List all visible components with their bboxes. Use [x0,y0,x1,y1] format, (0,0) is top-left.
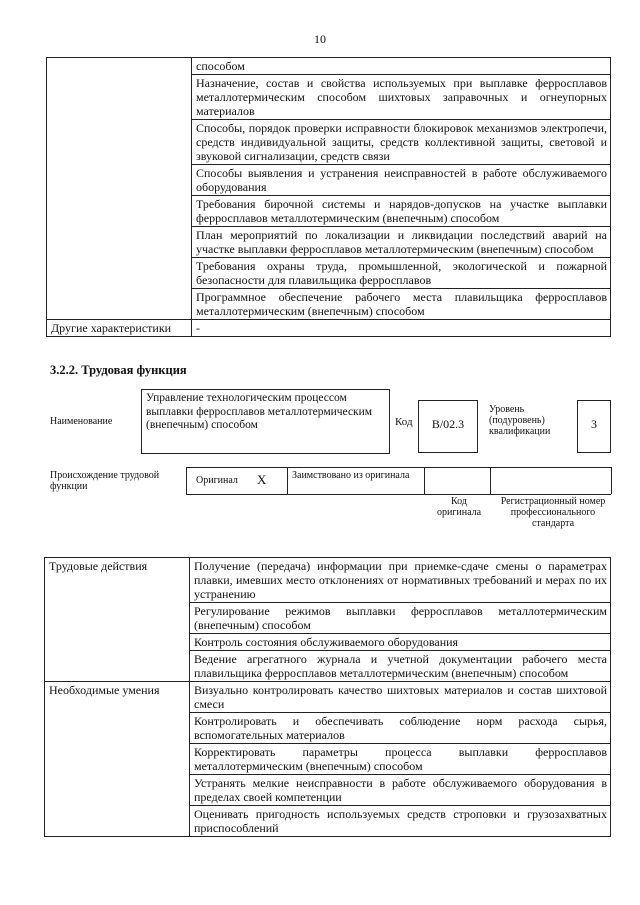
function-name: Управление технологическим процессом выплавки ферросплавов металлотермическим (внепечным) способом [146,392,373,431]
origin-divider [424,467,425,494]
original-mark: X [257,472,267,487]
row-label: Другие характеристики [47,320,192,337]
table-row [47,58,611,75]
list-item: Устранять мелкие неисправности в работе обслуживаемого оборудования в пределах своей компетенции [190,775,611,806]
page-number: 10 [314,32,326,46]
knowledge-item: Способы, порядок проверки исправности блокировок механизмов электропечи, средств индивидуальной защиты, средств коллективной защиты, световой и звуковой сигнализации, средств связи [192,120,611,165]
level-label: Уровень (подуровень) квалификации [489,404,551,437]
list-item: Ведение агрегатного журнала и учетной документации рабочего места плавильщика ферросплавов металлотермическим (внепечным) способом [190,651,611,682]
code-label: Код [395,416,413,428]
code-box [418,400,478,453]
list-item: Оценивать пригодность используемых средств строповки и грузозахватных приспособлений [190,806,611,837]
knowledge-item: План мероприятий по локализации и ликвидации последствий аварий на участке выплавки ферросплавов металлотермическим (внепечным) способом [192,227,611,258]
origin-bottom-border [186,494,611,495]
table-row [45,682,611,713]
knowledge-item: Назначение, состав и свойства используемых при выплавке ферросплавов металлотермическим способом шихтовых заправочных и огнеупорных материалов [192,75,611,120]
list-item: Получение (передача) информации при приемке-сдаче смены о параметрах плавки, имевших место отклонениях от нормативных требований и мерах по их устранению [190,558,611,603]
knowledge-item: Способы выявления и устранения неисправностей в работе обслуживаемого оборудования [192,165,611,196]
code-original-caption: Код оригинала [436,496,482,518]
original-label: Оригинал [196,475,238,486]
code-value: B/02.3 [431,417,465,431]
knowledge-table [46,57,611,337]
origin-divider [490,467,491,494]
list-item: Визуально контролировать качество шихтовых материалов и состав шихтовой смеси [190,682,611,713]
origin-divider [186,467,187,494]
borrowed-label: Заимствовано из оригинала [292,470,410,481]
knowledge-item: Требования охраны труда, промышленной, экологической и пожарной безопасности для плавильщика ферросплавов [192,258,611,289]
list-item: Контроль состояния обслуживаемого оборудования [190,634,611,651]
origin-top-border [186,467,611,468]
origin-label: Происхождение трудовой функции [50,470,160,492]
table-row [47,320,611,337]
knowledge-item: способом [192,58,611,75]
reg-number-caption: Регистрационный номер профессионального стандарта [500,496,606,529]
row-label [47,58,192,320]
actions-skills-table [44,557,611,837]
group-label: Трудовые действия [45,558,190,682]
group-label: Необходимые умения [45,682,190,837]
knowledge-item: Требования бирочной системы и нарядов-допусков на участке выплавки ферросплавов металлотермическим (внепечным) способом [192,196,611,227]
knowledge-item: Программное обеспечение рабочего места плавильщика ферросплавов металлотермическим (внепечным) способом [192,289,611,320]
list-item: Контролировать и обеспечивать соблюдение норм расхода сырья, вспомогательных материалов [190,713,611,744]
list-item: Регулирование режимов выплавки ферросплавов металлотермическим (внепечным) способом [190,603,611,634]
function-name-box [141,389,390,454]
level-box [577,400,611,453]
section-heading: 3.2.2. Трудовая функция [50,363,187,377]
level-value: 3 [591,417,597,431]
knowledge-item: - [192,320,611,337]
table-row [45,558,611,603]
origin-divider [287,467,288,494]
list-item: Корректировать параметры процесса выплавки ферросплавов металлотермическим (внепечным) способом [190,744,611,775]
origin-divider [611,467,612,494]
name-label: Наименование [50,416,113,427]
